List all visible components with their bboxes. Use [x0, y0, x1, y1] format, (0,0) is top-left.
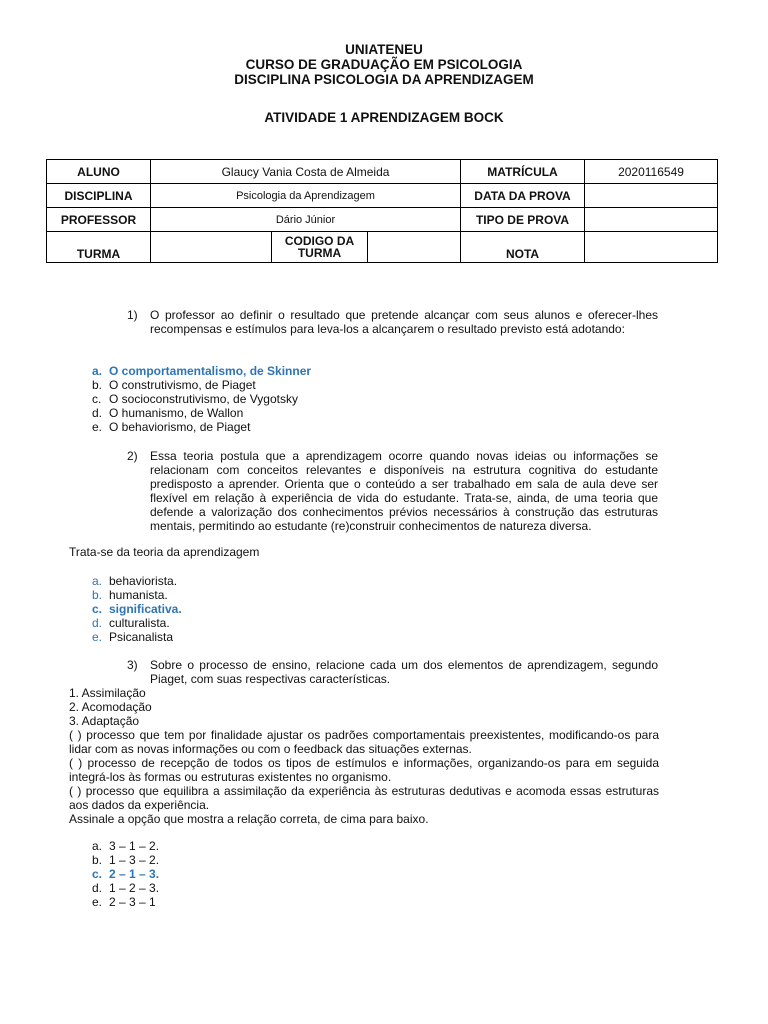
- option-text: 1 – 3 – 2.: [109, 853, 160, 867]
- question-1-option-b: [92, 378, 256, 392]
- option-letter: a.: [92, 839, 103, 853]
- question-1-number: 1): [127, 308, 138, 322]
- discipline-name: DISCIPLINA PSICOLOGIA DA APRENDIZAGEM: [234, 72, 534, 87]
- option-text: 1 – 2 – 3.: [109, 881, 160, 895]
- question-3-item: 2. Acomodação: [69, 700, 152, 714]
- student-info-table: [46, 159, 718, 263]
- aluno-value: Glaucy Vania Costa de Almeida: [151, 160, 461, 184]
- option-text: O socioconstrutivismo, de Vygotsky: [109, 392, 298, 406]
- codigo-turma-value: [368, 232, 461, 263]
- option-letter: b.: [92, 378, 103, 392]
- codigo-turma-label: CODIGO DA TURMA: [272, 232, 368, 263]
- question-3-instruction: Assinale a opção que mostra a relação correta, de cima para baixo.: [69, 812, 429, 826]
- matricula-label: MATRÍCULA: [461, 160, 585, 184]
- question-1-option-a: [92, 364, 311, 378]
- option-letter: a.: [92, 574, 103, 588]
- option-text: significativa.: [109, 602, 182, 616]
- option-text: O comportamentalismo, de Skinner: [109, 364, 312, 378]
- option-letter: e.: [92, 895, 103, 909]
- option-letter: a.: [92, 364, 103, 378]
- nota-label: NOTA: [461, 232, 585, 263]
- professor-label: PROFESSOR: [47, 208, 151, 232]
- option-text: 2 – 3 – 1: [109, 895, 156, 909]
- option-text: O construtivismo, de Piaget: [109, 378, 256, 392]
- option-text: behaviorista.: [109, 574, 178, 588]
- question-3-text: Sobre o processo de ensino, relacione cada um dos elementos de aprendizagem, segundo Piaget, com suas respectivas características.: [150, 658, 658, 686]
- option-text: 2 – 1 – 3.: [109, 867, 160, 881]
- nota-value: [585, 232, 718, 263]
- question-2-option-c: [92, 602, 182, 616]
- option-text: culturalista.: [109, 616, 170, 630]
- activity-title: ATIVIDADE 1 APRENDIZAGEM BOCK: [264, 110, 504, 125]
- course-name: CURSO DE GRADUAÇÃO EM PSICOLOGIA: [245, 57, 523, 72]
- institution-name: UNIATENEU: [345, 42, 423, 57]
- option-text: O behaviorismo, de Piaget: [109, 420, 251, 434]
- option-text: Psicanalista: [109, 630, 174, 644]
- question-2-stem: Trata-se da teoria da aprendizagem: [69, 545, 260, 559]
- question-1-option-e: [92, 420, 250, 434]
- option-letter: d.: [92, 881, 103, 895]
- question-2-number: 2): [127, 449, 138, 463]
- data-prova-label: DATA DA PROVA: [461, 184, 585, 208]
- question-3-number: 3): [127, 658, 138, 672]
- question-2-option-e: [92, 630, 173, 644]
- question-3-item: 3. Adaptação: [69, 714, 140, 728]
- question-2-option-b: [92, 588, 168, 602]
- disciplina-label: DISCIPLINA: [47, 184, 151, 208]
- question-2-option-d: [92, 616, 170, 630]
- aluno-label: ALUNO: [47, 160, 151, 184]
- option-text: 3 – 1 – 2.: [109, 839, 160, 853]
- question-3-statement: ( ) processo que tem por finalidade ajustar os padrões comportamentais preexistentes, modificando-os para lidar com as novas informações ou com o feedback das situações externas.: [69, 728, 659, 756]
- question-3-option-c: [92, 867, 159, 881]
- question-3-statement: ( ) processo de recepção de todos os tipos de estímulos e informações, organizando-os para em seguida integrá-los às formas ou estruturas existentes no organismo.: [69, 756, 659, 784]
- matricula-value: 2020116549: [585, 160, 718, 184]
- turma-label: TURMA: [47, 232, 151, 263]
- option-letter: b.: [92, 588, 103, 602]
- option-letter: c.: [92, 392, 102, 406]
- option-text: O humanismo, de Wallon: [109, 406, 244, 420]
- question-3-option-b: [92, 853, 159, 867]
- data-prova-value: [585, 184, 718, 208]
- tipo-prova-value: [585, 208, 718, 232]
- option-letter: d.: [92, 406, 103, 420]
- turma-value: [151, 232, 272, 263]
- question-3-option-d: [92, 881, 159, 895]
- option-letter: d.: [92, 616, 103, 630]
- question-3-option-e: [92, 895, 156, 909]
- question-1-text: O professor ao definir o resultado que pretende alcançar com seus alunos e oferecer-lhes recompensas e estímulos para leva-los a alcançarem o resultado previsto está adotando:: [150, 308, 658, 336]
- question-3-option-a: [92, 839, 159, 853]
- question-2-text: Essa teoria postula que a aprendizagem ocorre quando novas ideias ou informações se relacionam com conceitos relevantes e disponíveis na estrutura cognitiva do estudante predisposto a aprender. Orienta que o conteúdo a ser trabalhado em sala de aula deve ser flexível em relação à experiência de vida do estudante. Trata-se, ainda, de uma teoria que defende a valorização dos conhecimentos prévios necessários à construção das estruturas mentais, permitindo ao estudante (re)construir conhecimentos de natureza diversa.: [150, 449, 658, 533]
- professor-value: Dário Júnior: [151, 208, 461, 232]
- option-text: humanista.: [109, 588, 168, 602]
- option-letter: c.: [92, 867, 103, 881]
- option-letter: e.: [92, 630, 103, 644]
- question-3-statement: ( ) processo que equilibra a assimilação da experiência às estruturas dedutivas e acomoda essas estruturas aos dados da experiência.: [69, 784, 659, 812]
- question-1-option-c: [92, 392, 298, 406]
- option-letter: b.: [92, 853, 103, 867]
- question-2-option-a: [92, 574, 177, 588]
- option-letter: e.: [92, 420, 103, 434]
- question-1-option-d: [92, 406, 243, 420]
- tipo-prova-label: TIPO DE PROVA: [461, 208, 585, 232]
- disciplina-value: Psicologia da Aprendizagem: [151, 184, 461, 208]
- option-letter: c.: [92, 602, 103, 616]
- question-3-item: 1. Assimilação: [69, 686, 146, 700]
